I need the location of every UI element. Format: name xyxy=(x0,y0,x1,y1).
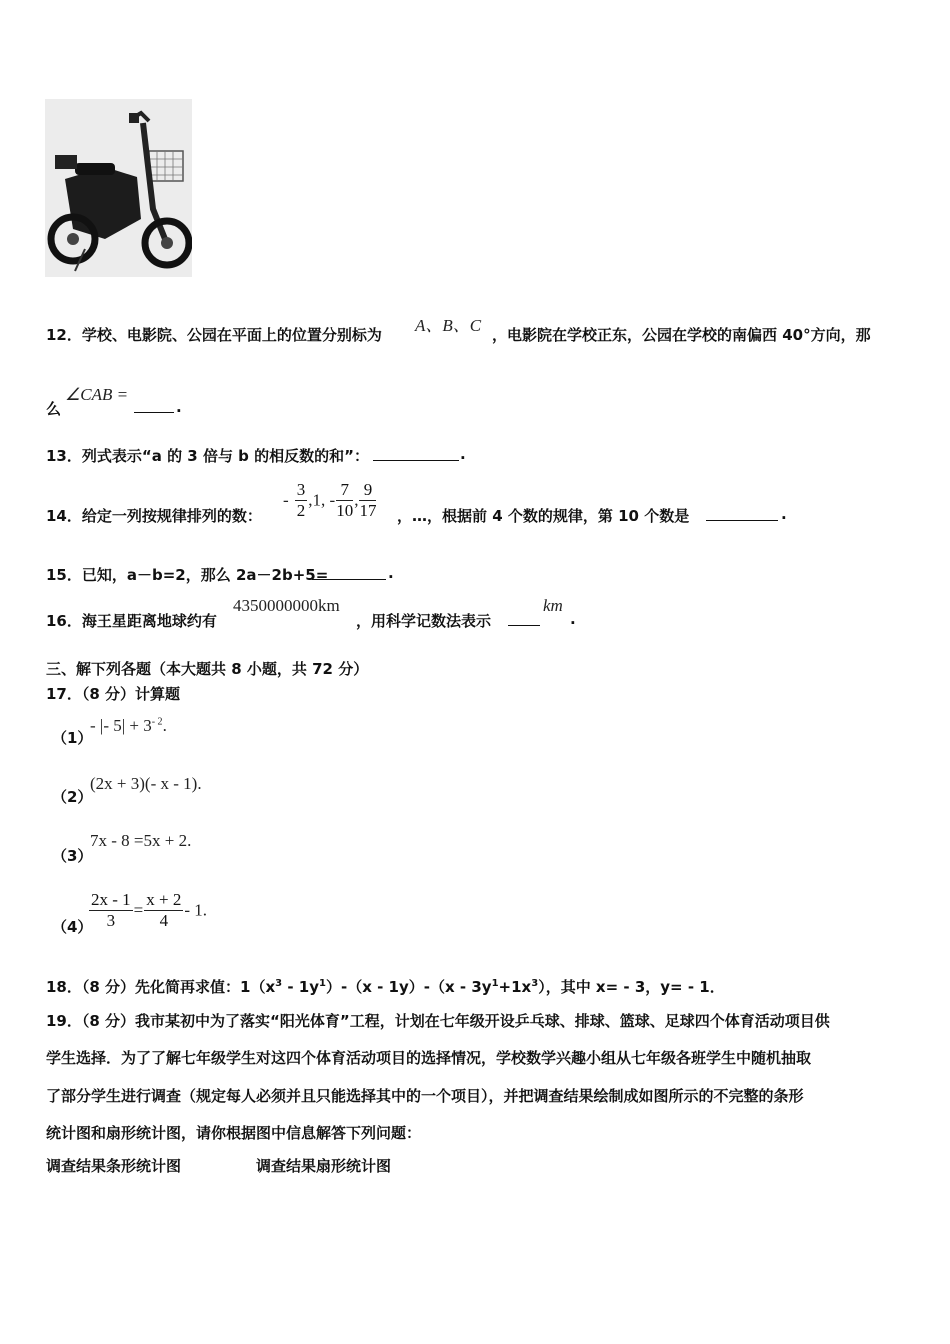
q17-part1-label: （1） xyxy=(52,729,93,747)
unit-km: km xyxy=(543,596,563,615)
distance-value: 4350000000km xyxy=(233,596,340,615)
question-13: 13．列式表示“a 的 3 倍与 b 的相反数的和”： xyxy=(46,447,370,465)
question-17-title: 17．（8 分）计算题 xyxy=(46,685,181,703)
question-19-line1: 19．（8 分）我市某初中为了落实“阳光体育”工程，计划在七年级开设乒乓球、排球、篮球、足球四个体育活动项目供 xyxy=(46,1012,830,1030)
question-19-line3: 了部分学生进行调查（规定每人必须并且只能选择其中的一个项目），并把调查结果绘制成如图所示的不完整的条形 xyxy=(46,1087,804,1105)
angle-cab: ∠CAB = xyxy=(65,385,129,404)
q17-part4-label: （4） xyxy=(52,918,93,936)
answer-blank-12 xyxy=(134,398,174,417)
answer-blank-16 xyxy=(508,611,540,630)
fraction-3: $\frac{7}{10}$ xyxy=(336,480,354,520)
q17-part4-expr: $\frac{2x - 1}{3}$ = $\frac{x + 2}{4}$ - 1. xyxy=(91,890,208,930)
question-19-line4: 统计图和扇形统计图，请你根据图中信息解答下列问题： xyxy=(46,1124,422,1142)
q12-end: . xyxy=(176,398,182,416)
q17-part3-label: （3） xyxy=(52,847,93,865)
section-3-title: 三、解下列各题（本大题共 8 小题，共 72 分） xyxy=(46,660,369,678)
question-12-line1: 12．学校、电影院、公园在平面上的位置分别标为 xyxy=(46,326,382,344)
fraction-4: $\frac{9}{17}$ xyxy=(359,480,377,520)
q17-part2-label: （2） xyxy=(52,788,93,806)
q17-part1-expr: - |- $5| + 3^{- 2}$. xyxy=(90,716,167,735)
question-16: 16．海王星距离地球约有 xyxy=(46,612,217,630)
question-16-cont: ，用科学记数法表示 xyxy=(356,612,492,630)
question-14-cont: ，…，根据前 4 个数的规律，第 10 个数是 xyxy=(397,507,690,525)
bar-chart-title: 调查结果条形统计图 xyxy=(46,1157,182,1175)
answer-blank-13 xyxy=(373,446,459,465)
q14-end: . xyxy=(781,505,787,523)
scooter-photo xyxy=(45,99,192,277)
fraction-1: $\frac{3}{2}$ xyxy=(296,480,306,520)
question-19-line2: 学生选择．为了了解七年级学生对这四个体育活动项目的选择情况，学校数学兴趣小组从七年级各班学生中随机抽取 xyxy=(46,1049,812,1067)
q17-part3-expr: 7x - 8 =5x + 2. xyxy=(90,831,192,850)
scooter-illustration xyxy=(45,99,192,277)
pie-chart-title: 调查结果扇形统计图 xyxy=(256,1157,392,1175)
question-12-line2: 么 xyxy=(46,400,62,418)
question-18: 18．（8 分）先化简再求值：$1(x^3 - 1y^1)-(x - 1y)-(x - 3y^1+1x^3)$，其中 x= - 3，y= - 1． xyxy=(46,978,725,996)
answer-blank-15 xyxy=(312,565,386,584)
answer-blank-14 xyxy=(706,506,778,525)
question-14: 14．给定一列按规律排列的数： xyxy=(46,507,262,525)
q13-end: . xyxy=(460,445,466,463)
q17-part2-expr: (2x + 3)(- x - 1). xyxy=(90,774,202,793)
points-label: A、B、C xyxy=(415,316,482,335)
q15-end: . xyxy=(388,564,394,582)
question-15: 15．已知，a－b=2，那么 2a－2b+5= xyxy=(46,566,329,584)
q16-end: . xyxy=(570,610,576,628)
sequence-expression: - $\frac{3}{2}$ ,1, - $\frac{7}{10}$ , $\frac{9}{17}$ xyxy=(283,480,377,520)
question-12-line1-cont: ，电影院在学校正东，公园在学校的南偏西 40°方向，那 xyxy=(492,326,871,344)
